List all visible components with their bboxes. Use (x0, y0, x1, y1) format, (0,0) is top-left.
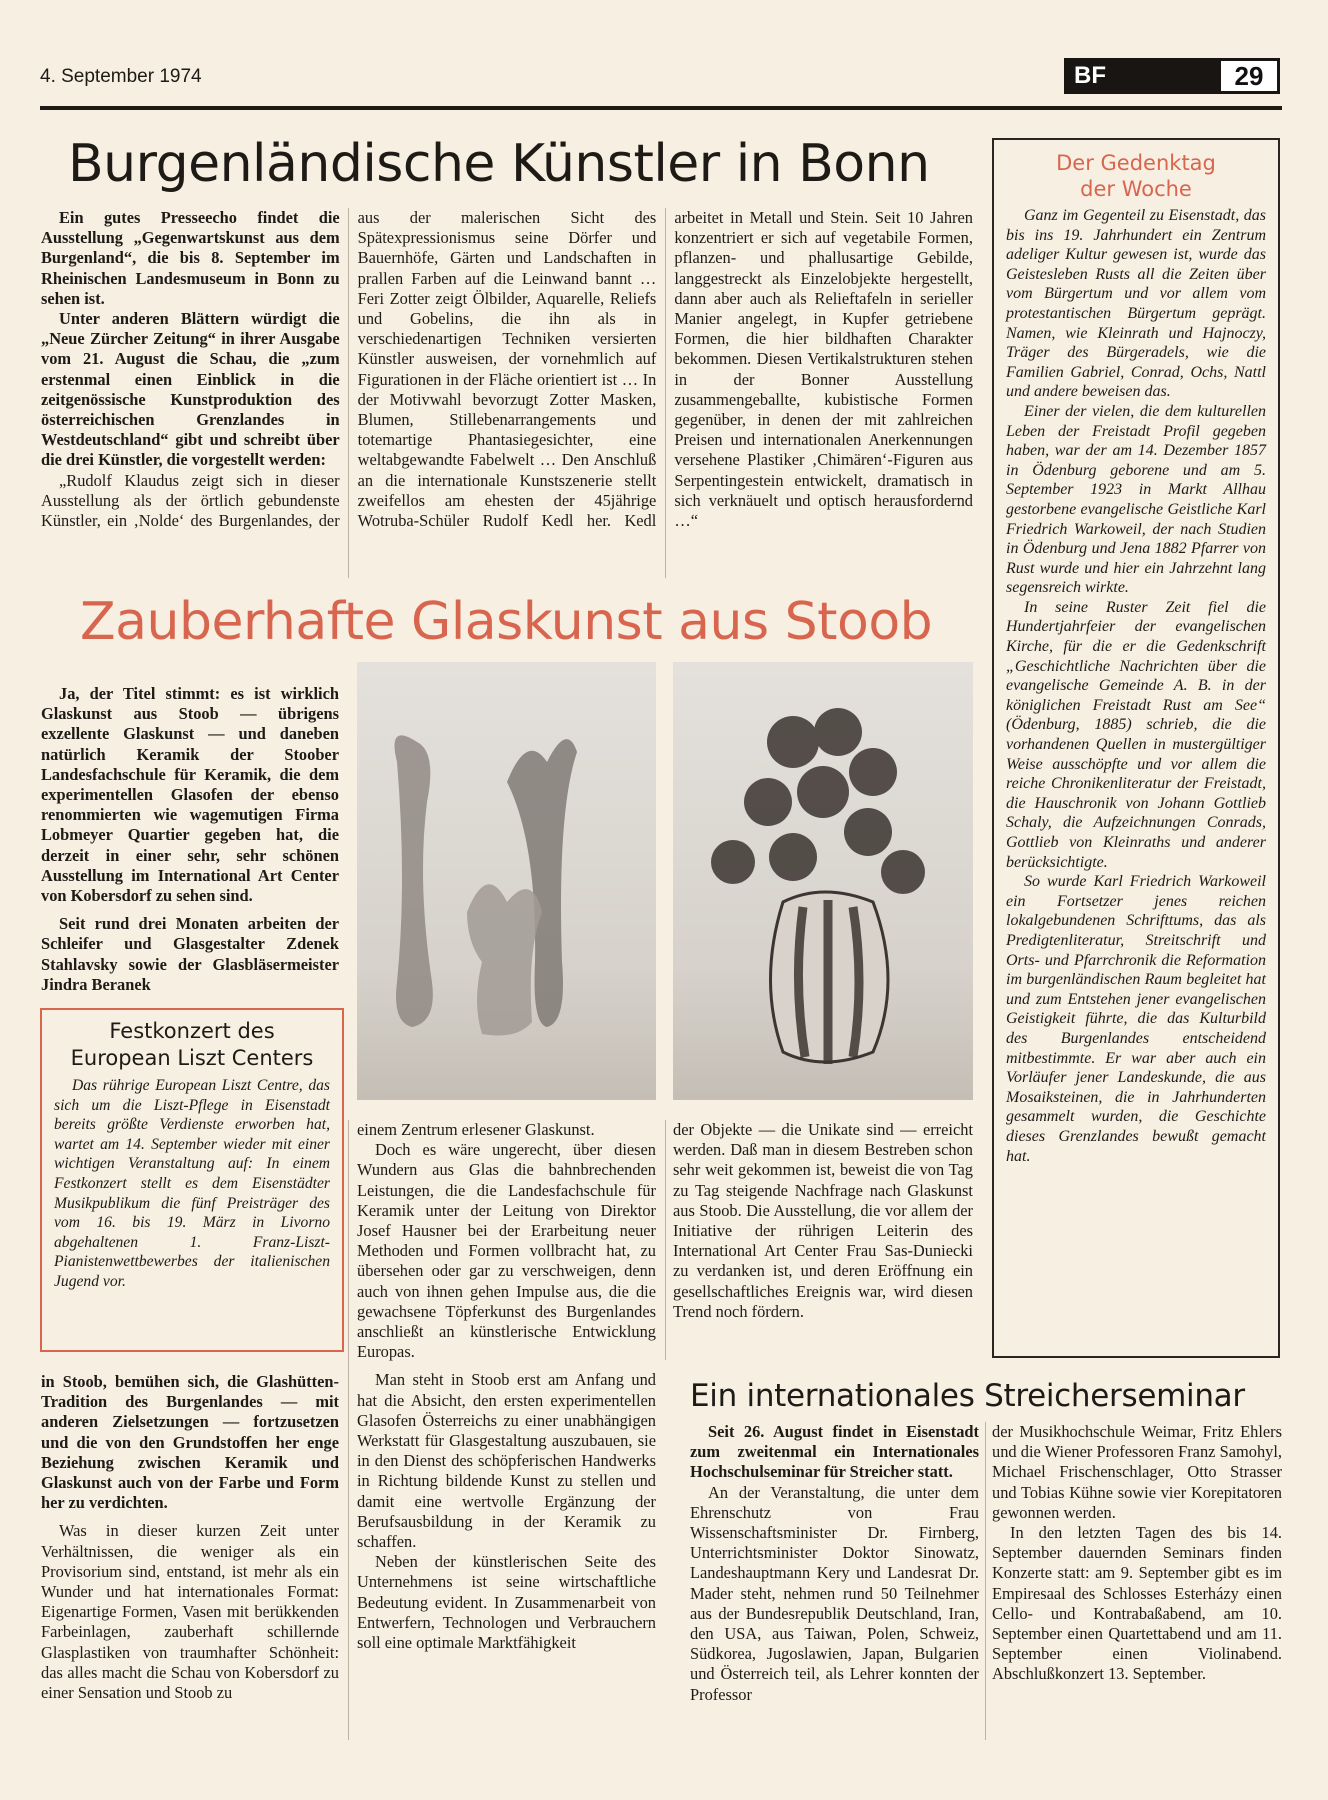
seminar-col1 (690, 1422, 979, 1705)
paragraph: Ein gutes Presseecho findet die Ausstellung „Gegenwartskunst aus dem Burgenland“, die bis 8. September im Rheinischen Landesmuseum in Bonn zu sehen ist. (41, 208, 340, 308)
festkonzert-box (40, 1008, 344, 1352)
festkonzert-title (54, 1018, 330, 1072)
seminar-col2 (992, 1422, 1282, 1685)
paragraph: Neben der künstlerischen Seite des Unternehmens ist seine wirtschaftliche Bedeutung evident. In Zusammenarbeit von Entwerfern, Technologen und Verbrauchern soll eine optimale Marktfähigkeit (357, 1552, 656, 1653)
headline-bonn: Burgenländische Künstler in Bonn (68, 134, 930, 194)
paragraph: in Stoob, bemühen sich, die Glashütten-Tradition des Burgenlandes — mit anderen Zielsetzungen — fortzusetzen und die von den Grundstoffen her enge Beziehung zwischen Keramik und Glaskunst auch von der Farbe und Form her zu verdichten. (41, 1372, 339, 1513)
title-line: Der Gedenktag (1056, 151, 1216, 175)
section-badge (1064, 58, 1280, 94)
sculpture-image (673, 662, 973, 1100)
paragraph: An der Veranstaltung, die unter dem Ehrenschutz von Frau Wissenschaftsminister Dr. Firnberg, Unterrichtsminister Doktor Sinowatz, Landeshauptmann Kery und Landesrat Dr. Mader steht, nehmen rund 50 Teilnehmer aus der Bundesrepublik Deutschland, Iran, den USA, aus Taiwan, Polen, Schweiz, Südkorea, Jugoslawien, Japan, Bulgarien und Österreich teil, als Lehrer konnten der Professor (690, 1482, 979, 1704)
paragraph: In den letzten Tagen des bis 14. September dauernden Seminars finden Konzerte statt: am 9. September gibt es im Empiresaal des Schlosses Esterházy einen Cello- und Kontrabaßabend, am 10. September einen Quartettabend und am 11. September einen Violinabend. Abschlußkonzert 13. September. (992, 1523, 1282, 1684)
column-divider (665, 208, 666, 578)
paragraph: Ja, der Titel stimmt: es ist wirklich Glaskunst aus Stoob — übrigens exzellente Glaskunst — und daneben natürlich Keramik der Stoober Landesfachschule für Keramik, die dem experimentellen Glasofen der ebenso renommierten wie wagemutigen Firma Lobmeyer Quartier gegeben hat, die derzeit in einer sehr, sehr schönen Ausstellung im International Art Center von Kobersdorf zu sehen sind. (41, 684, 339, 906)
section-label: BF (1074, 62, 1106, 89)
festkonzert-body (54, 1076, 330, 1292)
paragraph: Was in dieser kurzen Zeit unter Verhältnissen, die weniger als ein Provisorium sind, entstand, ist mehr als ein Wunder und hat internationales Format: Eigenartige Formen, Vasen mit berükkenden Farbeinlagen, zauberhaft schillernde Glasplastiken von traumhafter Schönheit: das alles macht die Schau von Kobersdorf zu einer Sensation und Stoob zu (41, 1521, 339, 1703)
glass-col1-bottom (41, 1372, 339, 1703)
paragraph: In seine Ruster Zeit fiel die Hundertjahrfeier der evangelischen Kirche, für die er die Gedenkschrift „Geschichtliche Nachrichten über die evangelische Gemeinde A. B. in der königlichen Freistadt Rust am See“ (Ödenburg, 1885) schrieb, die die vorhandenen Quellen in mustergültiger Weise ausschöpfte und vor allem die reiche Chronikenliteratur der Freistadt, die Hauschronik von Johann Gottlieb Schaly, die Aufzeichnungen Conrads, Gottlieb von Kleinraths und anderer berücksichtigte. (1006, 598, 1266, 871)
paragraph: der Musikhochschule Weimar, Fritz Ehlers und die Wiener Professoren Franz Samohyl, Michael Frischenschlager, Otto Strasser und Tobias Kühne sowie vier Korepitatoren gewonnen werden. (992, 1422, 1282, 1522)
paragraph: So wurde Karl Friedrich Warkoweil ein Fortsetzer jenes reichen lokalgebundenen Schrifttums, das als Predigtenliteratur, Streitschrift und Orts- und Pfarrchronik die Reformation im burgenländischen Raum begleitet hat und zum Entstehen jener evangelischen Geistigkeit führte, die das Kulturbild des Burgenlandes entscheidend mitbestimmte. Er war aber auch ein Vorläufer jener Landeskunde, die aus Mosaiksteinen, die in Jahrhunderten gesammelt wurden, die Geschichte dieses Grenzlandes bewußt gemacht hat. (1006, 873, 1266, 1165)
photo-glass-vases (357, 662, 656, 1100)
paragraph: Man steht in Stoob erst am Anfang und hat die Absicht, den ersten experimentellen Glasofen Österreichs zu einer unabhängigen Werkstatt für Glasgestaltung auszubauen, sie in den Dienst des schöpferischen Handwerks in Richtung bildende Kunst zu stellen und damit eine wertvolle Ergänzung der Berufsausbildung in der Keramik zu schaffen. (357, 1370, 656, 1552)
title-line: Festkonzert des (109, 1019, 275, 1043)
paragraph: einem Zentrum erlesener Glaskunst. (357, 1120, 595, 1139)
column-divider (348, 208, 349, 578)
masthead-rule (40, 106, 1282, 110)
paragraph: „Rudolf Klaudus zeigt sich in dieser Ausstellung als der örtlich gebundenste Künstler, ein ‚Nolde‘ des Burgenlandes, der aus der malerischen Sicht des Spätexpressionismus seine Dörfer und Bauernhöfe, Gärten und Landschaften in prallen Farben auf die Leinwand bannt … Feri Zotter zeigt Ölbilder, Aquarelle, Reliefs und Gobelins, die ihn als in verschiedenartigen Techniken versierten Künstler ausweisen, der vornehmlich auf Figurationen in der Fläche orientiert ist … In der Motivwahl bevorzugt Zotter Masken, Blumen, Stillebenarrangements und totemartige Phantasiegesichter, eine weltabgewandte Fabelwelt … Den Anschluß an die internationale Kunstszenerie stellt zweifellos am ehesten der 45jährige Wotruba-Schüler Rudolf Kedl her. Kedl arbeitet in Metall und Stein. Seit 10 Jahren konzentriert er sich auf vegetabile Formen, pflanzen- und phallusartige Gebilde, langgestreckt als Einzelobjekte hergestellt, dann aber auch als Relieftafeln in serieller Manier angelegt, in Kupfer getriebene Formen, die hier bildhaften Charakter bekommen. Diesen Vertikalstrukturen stehen in der Bonner Ausstellung zusammengeballte, kubistische Formen gegenüber, in denen der mit zahlreichen Preisen und internationalen Anerkennungen versehene Plastiker ‚Chimären‘-Figuren aus Serpentingestein entwickelt, dramatisch in sich verknäuelt und optisch herausfordernd …“ (41, 208, 973, 531)
column-divider (985, 1422, 986, 1740)
vases-image (357, 662, 656, 1100)
gedenktag-box (992, 138, 1280, 1358)
column-divider (665, 1120, 666, 1360)
glass-col3 (673, 1120, 973, 1322)
paragraph: Ganz im Gegenteil zu Eisenstadt, das bis ins 19. Jahrhundert ein Zentrum adeliger Kultur gewesen ist, wurde das Geistesleben Rusts all die Zeiten über vom Bürgertum und vor allem vom protestantischen Bürgertum geprägt. Namen, wie Kleinrath und Hajnoczy, Träger des Bürgeradels, wie die Familien Gabriel, Conrad, Ochs, Nattl und andere beweisen das. (1006, 207, 1266, 401)
article-bonn-body (41, 208, 973, 580)
glass-col2 (357, 1120, 656, 1653)
paragraph: Einer der vielen, die dem kulturellen Leben der Freistadt Profil gegeben haben, war der am 14. Dezember 1857 in Ödenburg geborene und am 5. September 1923 in Markt Allhau gestorbene evangelische Geistliche Karl Friedrich Warkoweil, der nach Studien in Ödenburg und Jena 1882 Pfarrer von Rust wurde und hier ein Jahrzehnt lang segensreich wirkte. (1006, 402, 1266, 597)
headline-glaskunst: Zauberhafte Glaskunst aus Stoob (80, 592, 933, 652)
photo-glass-sculpture (673, 662, 973, 1100)
glass-col1-top (41, 684, 339, 995)
column-divider (348, 1120, 349, 1740)
title-line: European Liszt Centers (70, 1046, 314, 1070)
page-number: 29 (1221, 61, 1277, 91)
paragraph: Das rührige European Liszt Centre, das sich um die Liszt-Pflege in Eisenstadt bereits größte Verdienste erworben hat, wartet am 14. September wieder mit einer wichtigen Veranstaltung auf: In einem Festkonzert stellt es dem Eisenstädter Musikpublikum die fünf Preisträger des vom 16. bis 19. März in Livorno abgehaltenen 1. Franz-Liszt-Pianistenwettbewerbes der italienischen Jugend vor. (54, 1077, 330, 1290)
paragraph: der Objekte — die Unikate sind — erreicht werden. Daß man in diesem Bestreben schon sehr weit gekommen ist, beweist die von Tag zu Tag steigende Nachfrage nach Glaskunst aus Stoob. Die Ausstellung, die vor allem der Initiative der rührigen Leiterin des International Art Center Frau Sas-Duniecki zu verdanken ist, und deren Eröffnung ein gesellschaftliches Ereignis war, wird diesen Trend noch fördern. (673, 1120, 973, 1321)
paragraph: Doch es wäre ungerecht, über diesen Wundern aus Glas die bahnbrechenden Leistungen, die die Landesfachschule für Keramik unter der Leitung von Direktor Josef Hausner bei der Erarbeitung neuer Methoden und Formen vollbracht hat, zu übersehen oder gar zu verschweigen, denn auch von ihnen gehen Impulse aus, die die gewachsene Töpferkunst des Burgenlandes anschließt an künstlerische Entwicklung Europas. (357, 1140, 656, 1362)
gedenktag-body (1006, 206, 1266, 1166)
paragraph: Seit rund drei Monaten arbeiten der Schleifer und Glasgestalter Zdenek Stahlavsky sowie der Glasbläsermeister Jindra Beranek (41, 914, 339, 994)
headline-streicherseminar: Ein internationales Streicherseminar (690, 1378, 1245, 1414)
gedenktag-title (1006, 150, 1266, 202)
lead-paragraph: Seit 26. August findet in Eisenstadt zum zweitenmal ein Internationales Hochschulseminar für Streicher statt. (690, 1422, 979, 1482)
title-line: der Woche (1080, 177, 1192, 201)
issue-date: 4. September 1974 (40, 66, 202, 87)
paragraph: Unter anderen Blättern würdigt die „Neue Zürcher Zeitung“ in ihrer Ausgabe vom 21. August die Schau, die „zum erstenmal einen Einblick in die zeitgenössische Kunstproduktion des österreichischen Grenzlandes in Westdeutschland“ gibt und schreibt über die drei Künstler, die vorgestellt werden: (41, 309, 340, 470)
